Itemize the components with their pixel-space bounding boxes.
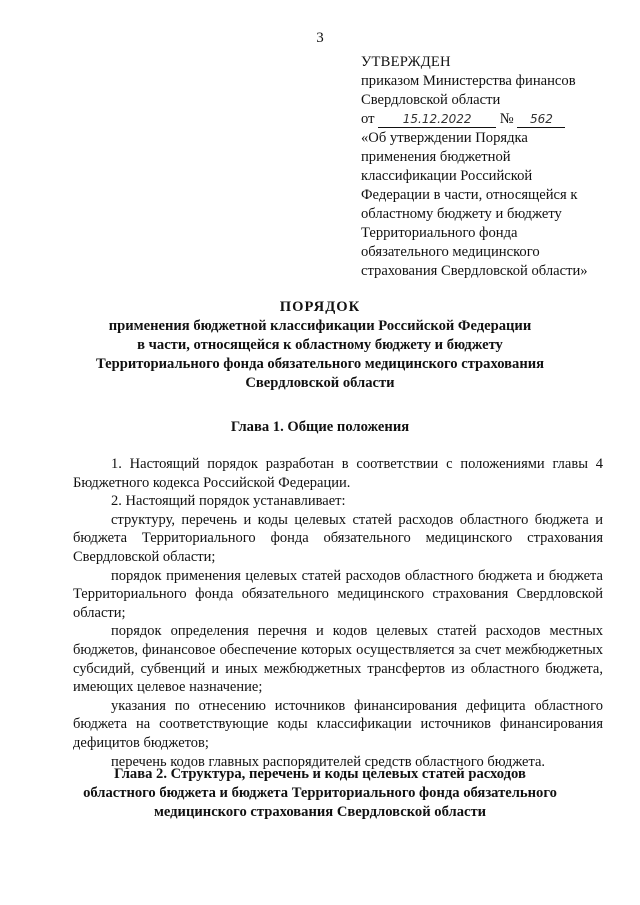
approval-block <box>361 53 611 281</box>
paragraph: 2. Настоящий порядок устанавливает: <box>111 493 346 510</box>
approval-subject-1: «Об утверждении Порядка <box>361 130 528 146</box>
chapter-1-body <box>73 455 603 771</box>
page-number: 3 <box>316 30 324 46</box>
approval-line-1: приказом Министерства финансов <box>361 73 576 89</box>
approval-subject-4: Федерации в части, относящейся к <box>361 187 578 203</box>
approval-subject-3: классификации Российской <box>361 168 533 184</box>
date-prefix: от <box>361 111 375 127</box>
chapter-2-heading <box>0 765 640 822</box>
paragraph: порядок определения перечня и кодов целевых статей расходов местных бюджетов, финансовое обеспечение которых осуществляется за счет межбюджетных субсидий, субвенций и иных межбюджетных трансфертов из областного бюджета, имеющих целевое назначение; <box>73 623 603 696</box>
document-title <box>0 298 640 393</box>
approval-subject-5: областному бюджету и бюджету <box>361 206 562 222</box>
approval-title: УТВЕРЖДЕН <box>361 54 451 70</box>
document-title-line-3: Территориального фонда обязательного медицинского страхования <box>95 356 545 372</box>
handwritten-number: 562 <box>517 111 565 128</box>
chapter-1-heading: Глава 1. Общие положения <box>230 419 410 435</box>
paragraph: указания по отнесению источников финансирования дефицита областного бюджета на соответствующие коды классификации источников финансирования дефицитов бюджетов; <box>73 697 603 751</box>
document-title-line-1: применения бюджетной классификации Российской Федерации <box>108 318 532 334</box>
approval-subject-6: Территориального фонда <box>361 225 518 241</box>
approval-subject-8: страхования Свердловской области» <box>361 263 588 279</box>
document-title-main: ПОРЯДОК <box>279 299 361 315</box>
handwritten-date: 15.12.2022 <box>378 111 496 128</box>
chapter-2-heading-line-2: областного бюджета и бюджета Территориального фонда обязательного <box>83 785 557 801</box>
paragraph: структуру, перечень и коды целевых статей расходов областного бюджета и бюджета Территориального фонда обязательного медицинского страхования Свердловской области; <box>73 511 603 565</box>
approval-line-2: Свердловской области <box>361 92 501 108</box>
approval-date-line <box>361 110 611 129</box>
paragraph: перечень кодов главных распорядителей средств областного бюджета. <box>111 753 546 770</box>
number-prefix: № <box>499 111 514 127</box>
approval-subject-7: обязательного медицинского <box>361 244 540 260</box>
paragraph: 1. Настоящий порядок разработан в соответствии с положениями главы 4 Бюджетного кодекса Российской Федерации. <box>73 456 603 491</box>
chapter-2-heading-line-1: Глава 2. Структура, перечень и коды целевых статей расходов <box>114 766 526 782</box>
document-title-line-2: в части, относящейся к областному бюджету и бюджету <box>137 337 503 353</box>
approval-subject-2: применения бюджетной <box>361 149 511 165</box>
document-title-line-4: Свердловской области <box>245 375 395 391</box>
paragraph: порядок применения целевых статей расходов областного бюджета и бюджета Территориального фонда обязательного медицинского страхования Свердловской области; <box>73 567 603 621</box>
chapter-2-heading-line-3: медицинского страхования Свердловской области <box>153 804 487 820</box>
